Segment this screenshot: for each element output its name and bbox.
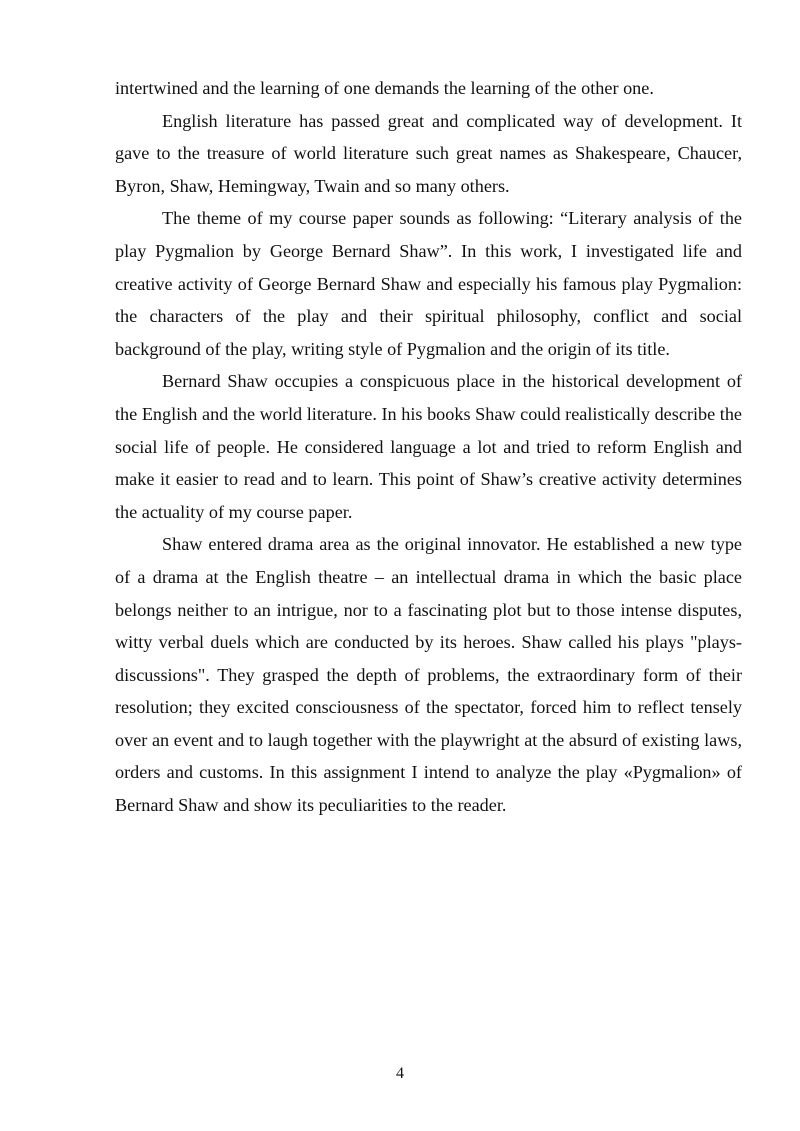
paragraph-shaw-drama: Shaw entered drama area as the original innovator. He established a new type of a drama at the English theatre – an intellectual drama in which the basic place belongs neither to an intrigue, nor to a fascinating plot but to those intense disputes, witty verbal duels which are conducted by its heroes. Shaw called his plays "plays-discussions". They grasped the depth of problems, the extraordinary form of their resolution; they excited consciousness of the spectator, forced him to reflect tensely over an event and to laugh together with the playwright at the absurd of existing laws, orders and customs. In this assignment I intend to analyze the play «Pygmalion» of Bernard Shaw and show its peculiarities to the reader.: [115, 534, 742, 816]
body-text: [115, 72, 742, 822]
paragraph-shaw-place: Bernard Shaw occupies a conspicuous place in the historical development of the English and the world literature. In his books Shaw could realistically describe the social life of people. He considered language a lot and tried to reform English and make it easier to read and to learn. This point of Shaw’s creative activity determines the actuality of my course paper.: [115, 371, 742, 522]
paragraph-continuation: intertwined and the learning of one demands the learning of the other one.: [115, 78, 654, 98]
paragraph-course-paper-theme: The theme of my course paper sounds as following: “Literary analysis of the play Pygmalion by George Bernard Shaw”. In this work, I investigated life and creative activity of George Bernard Shaw and especially his famous play Pygmalion: the characters of the play and their spiritual philosophy, conflict and social background of the play, writing style of Pygmalion and the origin of its title.: [115, 208, 742, 359]
page-number: 4: [396, 1065, 404, 1082]
paragraph-english-literature: English literature has passed great and complicated way of development. It gave to the treasure of world literature such great names as Shakespeare, Chaucer, Byron, Shaw, Hemingway, Twain and so many others.: [115, 110, 742, 196]
